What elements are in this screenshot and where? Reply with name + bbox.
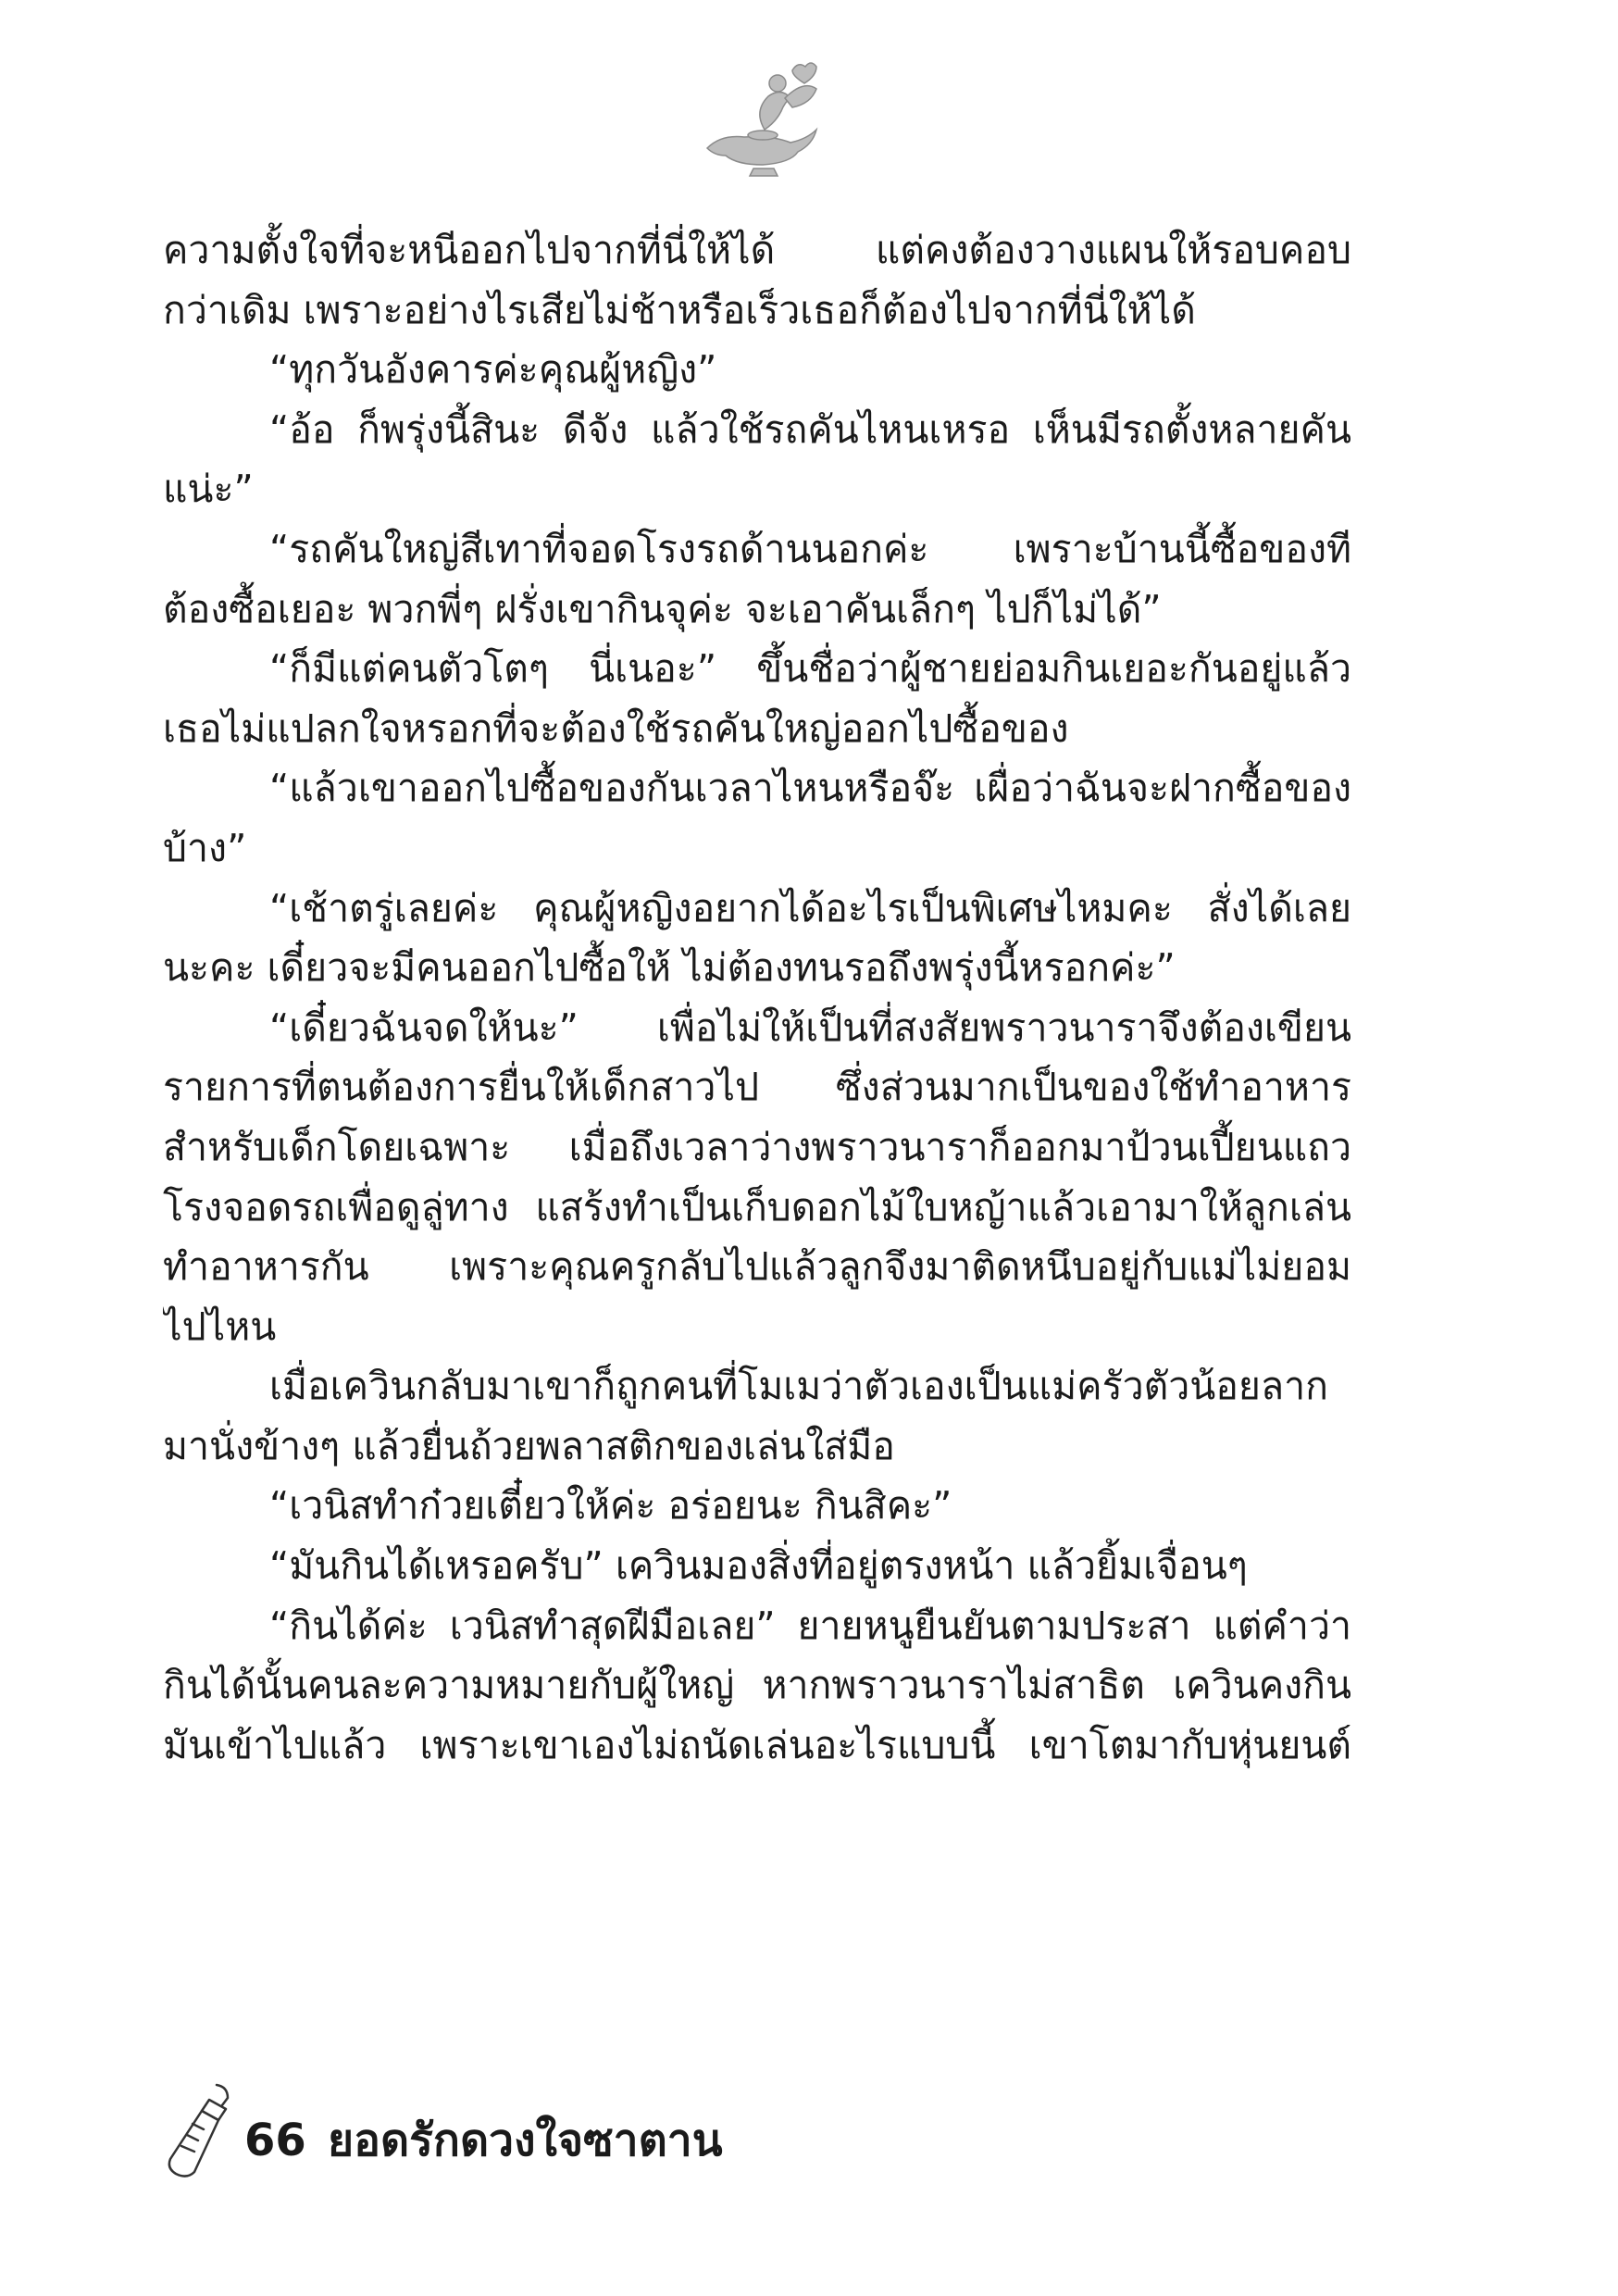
text-line: ต้องซื้อเยอะ พวกพี่ๆ ฝรั่งเขากินจุค่ะ จะเอาคันเล็กๆ ไปก็ไม่ได้” — [163, 586, 1162, 631]
cupid-genie-lamp-icon — [689, 46, 828, 185]
book-title: ยอดรักดวงใจซาตาน — [328, 2115, 723, 2166]
text-line: “ก็มีแต่คนตัวโตๆ นี่เนอะ” ขึ้นชื่อว่าผู้ชายย่อมกินเยอะกันอยู่แล้ว — [269, 646, 1351, 692]
text-line: นะคะ เดี๋ยวจะมีคนออกไปซื้อให้ ไม่ต้องทนรอถึงพรุ่งนี้หรอกค่ะ” — [163, 945, 1176, 991]
text-line: มันเข้าไปแล้ว เพราะเขาเองไม่ถนัดเล่นอะไรแบบนี้ เขาโตมากับหุ่นยนต์ — [163, 1722, 1351, 1767]
text-line: “แล้วเขาออกไปซื้อของกันเวลาไหนหรือจ๊ะ เผื่อว่าฉันจะฝากซื้อของ — [269, 766, 1351, 811]
text-line: “อ้อ ก็พรุ่งนี้สินะ ดีจัง แล้วใช้รถคันไหนเหรอ เห็นมีรถตั้งหลายคัน — [269, 406, 1351, 452]
text-line: “เวนิสทำก๋วยเตี๋ยวให้ค่ะ อร่อยนะ กินสิคะ” — [269, 1483, 952, 1529]
text-line: ทำอาหารกัน เพราะคุณครูกลับไปแล้วลูกจึงมาติดหนึบอยู่กับแม่ไม่ยอม — [163, 1244, 1351, 1290]
text-line: ไปไหน — [163, 1304, 277, 1349]
baby-bottle-icon — [163, 2078, 237, 2179]
text-line: รายการที่ตนต้องการยื่นให้เด็กสาวไป ซึ่งส่วนมากเป็นของใช้ทำอาหาร — [163, 1065, 1351, 1110]
text-line: สำหรับเด็กโดยเฉพาะ เมื่อถึงเวลาว่างพราวนาราก็ออกมาป้วนเปี้ยนแถว — [163, 1124, 1351, 1169]
text-line: “เดี๋ยวฉันจดให้นะ” เพื่อไม่ให้เป็นที่สงสัยพราวนาราจึงต้องเขียน — [269, 1004, 1351, 1050]
text-line: มานั่งข้างๆ แล้วยื่นถ้วยพลาสติกของเล่นใส่มือ — [163, 1423, 895, 1468]
text-line: กินได้นั้นคนละความหมายกับผู้ใหญ่ หากพราวนาราไม่สาธิต เควินคงกิน — [163, 1663, 1351, 1708]
page-footer — [163, 2078, 996, 2179]
text-line: โรงจอดรถเพื่อดูลู่ทาง แสร้งทำเป็นเก็บดอกไม้ใบหญ้าแล้วเอามาให้ลูกเล่น — [163, 1184, 1351, 1229]
text-line: “เช้าตรู่เลยค่ะ คุณผู้หญิงอยากได้อะไรเป็นพิเศษไหมคะ สั่งได้เลย — [269, 885, 1351, 930]
body-text — [163, 220, 1351, 1775]
text-line: เธอไม่แปลกใจหรอกที่จะต้องใช้รถคันใหญ่ออกไปซื้อของ — [163, 705, 1069, 751]
text-line: กว่าเดิม เพราะอย่างไรเสียไม่ช้าหรือเร็วเธอก็ต้องไปจากที่นี่ให้ได้ — [163, 287, 1196, 332]
text-line: ความตั้งใจที่จะหนีออกไปจากที่นี่ให้ได้ แต่คงต้องวางแผนให้รอบคอบ — [163, 228, 1351, 272]
text-line: “กินได้ค่ะ เวนิสทำสุดฝีมือเลย” ยายหนูยืนยันตามประสา แต่คำว่า — [269, 1603, 1351, 1648]
text-line: “มันกินได้เหรอครับ” เควินมองสิ่งที่อยู่ตรงหน้า แล้วยิ้มเจื่อนๆ — [269, 1543, 1248, 1589]
text-line: “ทุกวันอังคารค่ะคุณผู้หญิง” — [269, 347, 717, 393]
text-line: “รถคันใหญ่สีเทาที่จอดโรงรถด้านนอกค่ะ เพราะบ้านนี้ซื้อของที — [269, 526, 1351, 571]
text-line: เมื่อเควินกลับมาเขาก็ถูกคนที่โมเมว่าตัวเองเป็นแม่ครัวตัวน้อยลาก — [269, 1364, 1328, 1409]
text-line: แน่ะ” — [163, 467, 254, 512]
page-number: 66 — [244, 2115, 306, 2166]
text-line: บ้าง” — [163, 825, 247, 870]
